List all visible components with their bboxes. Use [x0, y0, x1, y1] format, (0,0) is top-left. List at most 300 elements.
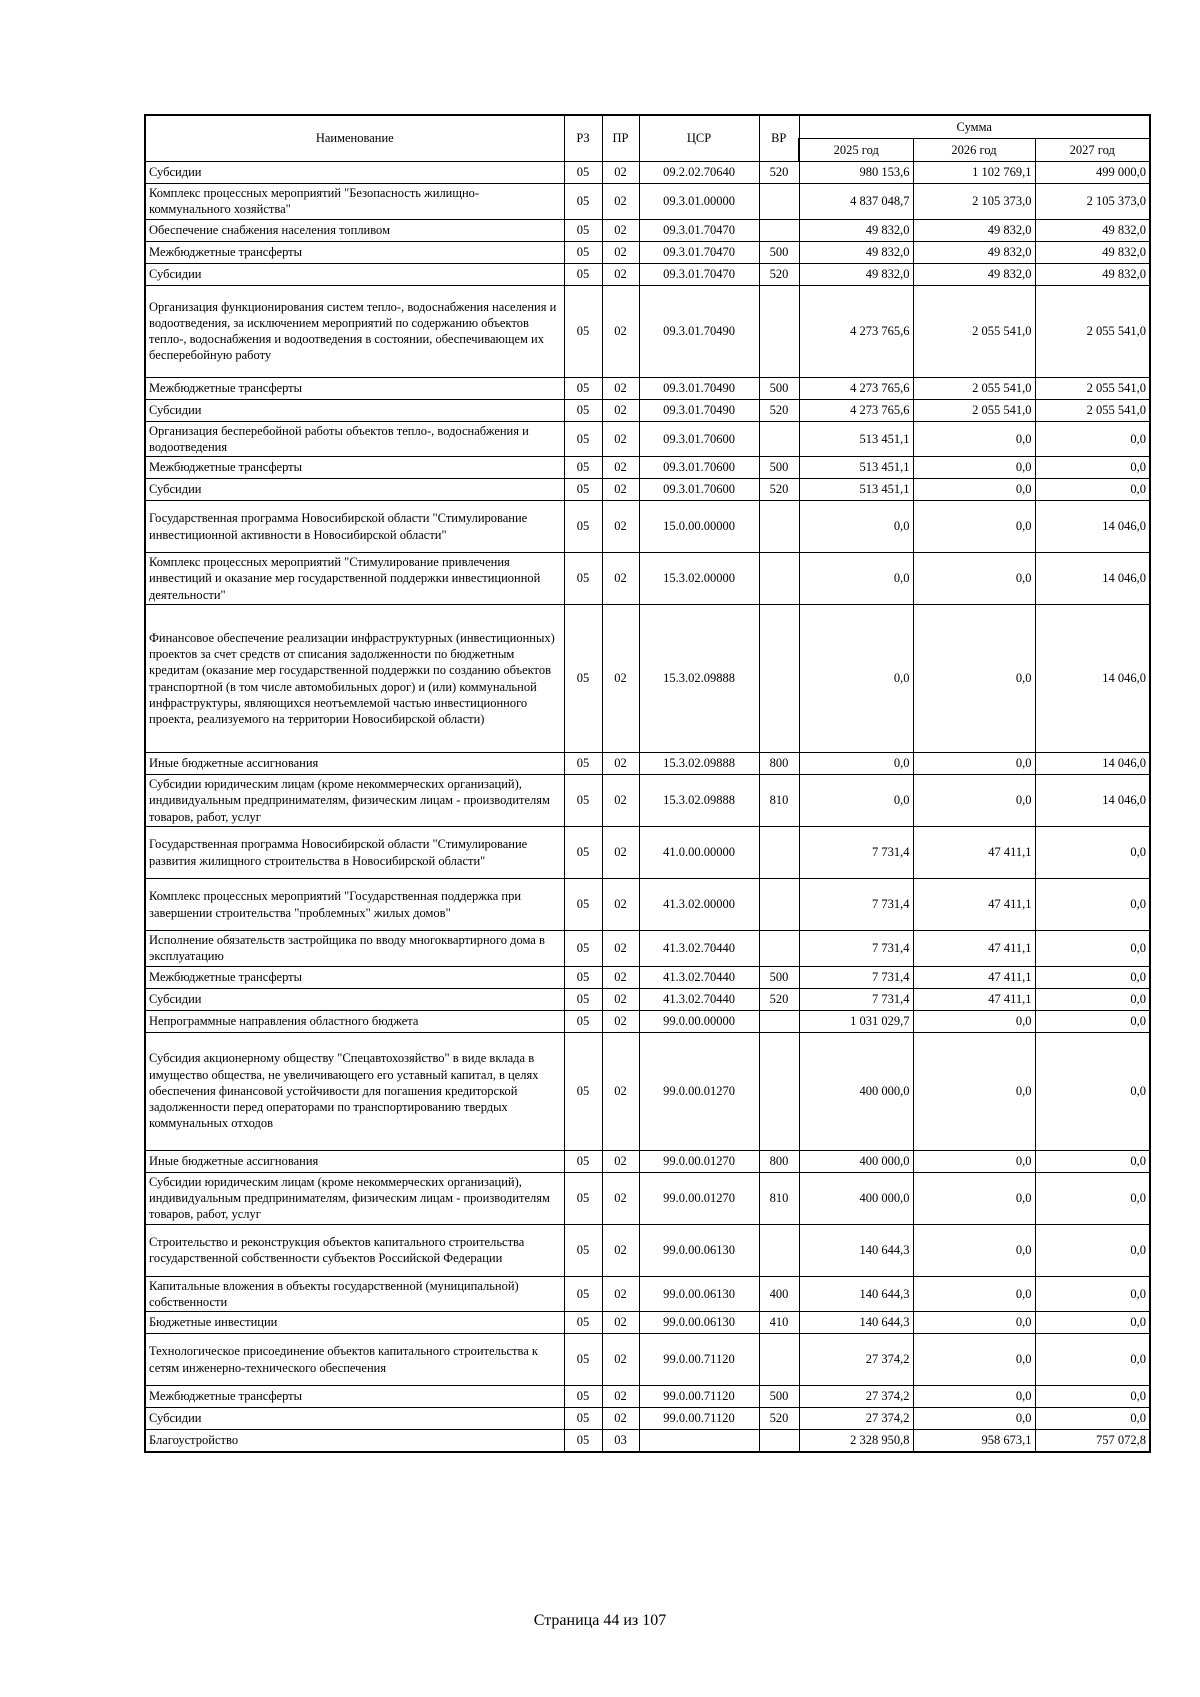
cell-pr: 02	[602, 241, 639, 263]
cell-pr: 02	[602, 479, 639, 501]
cell-2027: 0,0	[1035, 421, 1150, 457]
cell-name: Межбюджетные трансферты	[145, 966, 564, 988]
cell-csr: 09.3.01.70470	[639, 241, 759, 263]
table-row	[145, 966, 1150, 988]
cell-2026: 2 055 541,0	[913, 377, 1035, 399]
cell-name: Благоустройство	[145, 1430, 564, 1452]
cell-vr	[759, 421, 799, 457]
header-csr: ЦСР	[639, 115, 759, 162]
cell-name: Исполнение обязательств застройщика по вводу многоквартирного дома в эксплуатацию	[145, 931, 564, 967]
cell-csr: 09.3.01.70600	[639, 457, 759, 479]
cell-pr: 03	[602, 1430, 639, 1452]
cell-name: Капитальные вложения в объекты государственной (муниципальной) собственности	[145, 1276, 564, 1312]
table-row	[145, 457, 1150, 479]
table-row	[145, 1032, 1150, 1150]
cell-name: Бюджетные инвестиции	[145, 1312, 564, 1334]
cell-vr: 800	[759, 753, 799, 775]
cell-rz: 05	[564, 1150, 602, 1172]
cell-2027: 0,0	[1035, 827, 1150, 879]
table-row	[145, 753, 1150, 775]
cell-csr: 09.2.02.70640	[639, 162, 759, 184]
cell-2027: 0,0	[1035, 1224, 1150, 1276]
cell-2025: 49 832,0	[799, 219, 913, 241]
cell-2026: 0,0	[913, 1172, 1035, 1224]
cell-2025: 0,0	[799, 605, 913, 753]
cell-pr: 02	[602, 879, 639, 931]
cell-csr: 99.0.00.06130	[639, 1312, 759, 1334]
cell-csr: 09.3.01.70490	[639, 285, 759, 377]
cell-2027: 14 046,0	[1035, 501, 1150, 553]
cell-rz: 05	[564, 399, 602, 421]
cell-name: Межбюджетные трансферты	[145, 377, 564, 399]
cell-2025: 1 031 029,7	[799, 1010, 913, 1032]
cell-rz: 05	[564, 241, 602, 263]
cell-2027: 14 046,0	[1035, 753, 1150, 775]
table-row	[145, 931, 1150, 967]
cell-2027: 0,0	[1035, 1334, 1150, 1386]
cell-csr: 09.3.01.00000	[639, 184, 759, 220]
cell-csr: 41.3.02.00000	[639, 879, 759, 931]
cell-2026: 2 055 541,0	[913, 285, 1035, 377]
cell-name: Межбюджетные трансферты	[145, 241, 564, 263]
cell-2025: 0,0	[799, 501, 913, 553]
header-sum: Сумма	[799, 115, 1150, 139]
table-row	[145, 1150, 1150, 1172]
table-row	[145, 1386, 1150, 1408]
table-row	[145, 219, 1150, 241]
table-row	[145, 285, 1150, 377]
table-row	[145, 1172, 1150, 1224]
cell-2027: 757 072,8	[1035, 1430, 1150, 1452]
cell-2026: 2 105 373,0	[913, 184, 1035, 220]
cell-2027: 0,0	[1035, 988, 1150, 1010]
cell-2027: 0,0	[1035, 966, 1150, 988]
table-row	[145, 501, 1150, 553]
cell-name: Иные бюджетные ассигнования	[145, 753, 564, 775]
cell-rz: 05	[564, 162, 602, 184]
cell-csr: 99.0.00.71120	[639, 1408, 759, 1430]
cell-2025: 27 374,2	[799, 1386, 913, 1408]
cell-rz: 05	[564, 1032, 602, 1150]
cell-pr: 02	[602, 162, 639, 184]
cell-vr: 520	[759, 479, 799, 501]
cell-csr: 99.0.00.06130	[639, 1276, 759, 1312]
table-row	[145, 553, 1150, 605]
cell-2025: 513 451,1	[799, 421, 913, 457]
cell-name: Субсидии	[145, 263, 564, 285]
cell-name: Государственная программа Новосибирской области "Стимулирование развития жилищного строительства в Новосибирской области"	[145, 827, 564, 879]
cell-vr	[759, 184, 799, 220]
cell-2026: 0,0	[913, 1408, 1035, 1430]
cell-2027: 0,0	[1035, 457, 1150, 479]
cell-name: Технологическое присоединение объектов капитального строительства к сетям инженерно-технического обеспечения	[145, 1334, 564, 1386]
header-vr: ВР	[759, 115, 799, 162]
cell-vr: 500	[759, 377, 799, 399]
cell-rz: 05	[564, 219, 602, 241]
cell-csr: 15.3.02.09888	[639, 605, 759, 753]
cell-csr: 09.3.01.70470	[639, 219, 759, 241]
cell-rz: 05	[564, 775, 602, 827]
table-row	[145, 399, 1150, 421]
cell-vr	[759, 1010, 799, 1032]
cell-2025: 7 731,4	[799, 988, 913, 1010]
cell-pr: 02	[602, 184, 639, 220]
cell-csr: 99.0.00.00000	[639, 1010, 759, 1032]
cell-2026: 49 832,0	[913, 263, 1035, 285]
cell-2026: 47 411,1	[913, 966, 1035, 988]
cell-csr: 15.3.02.09888	[639, 753, 759, 775]
cell-2026: 0,0	[913, 501, 1035, 553]
cell-pr: 02	[602, 605, 639, 753]
cell-2027: 0,0	[1035, 1150, 1150, 1172]
cell-2026: 0,0	[913, 553, 1035, 605]
cell-2025: 0,0	[799, 753, 913, 775]
table-row	[145, 479, 1150, 501]
cell-name: Субсидия акционерному обществу "Спецавтохозяйство" в виде вклада в имущество общества, не увеличивающего его уставный капитал, в целях обеспечения финансовой устойчивости для погашения кредиторской задолженности перед операторами по транспортированию твердых коммунальных отходов	[145, 1032, 564, 1150]
cell-rz: 05	[564, 1172, 602, 1224]
cell-2027: 14 046,0	[1035, 775, 1150, 827]
cell-csr: 15.0.00.00000	[639, 501, 759, 553]
cell-2026: 1 102 769,1	[913, 162, 1035, 184]
table-row	[145, 377, 1150, 399]
cell-name: Субсидии	[145, 162, 564, 184]
cell-name: Субсидии	[145, 399, 564, 421]
cell-2026: 0,0	[913, 1386, 1035, 1408]
cell-2026: 0,0	[913, 1010, 1035, 1032]
cell-rz: 05	[564, 377, 602, 399]
cell-vr: 500	[759, 966, 799, 988]
cell-pr: 02	[602, 1032, 639, 1150]
cell-vr: 410	[759, 1312, 799, 1334]
cell-vr: 400	[759, 1276, 799, 1312]
cell-rz: 05	[564, 285, 602, 377]
cell-vr	[759, 553, 799, 605]
header-name: Наименование	[145, 115, 564, 162]
cell-2026: 958 673,1	[913, 1430, 1035, 1452]
table-row	[145, 421, 1150, 457]
cell-2025: 400 000,0	[799, 1172, 913, 1224]
cell-2026: 2 055 541,0	[913, 399, 1035, 421]
cell-2025: 2 328 950,8	[799, 1430, 913, 1452]
cell-rz: 05	[564, 1334, 602, 1386]
cell-name: Межбюджетные трансферты	[145, 457, 564, 479]
table-row	[145, 879, 1150, 931]
cell-rz: 05	[564, 421, 602, 457]
cell-vr: 520	[759, 1408, 799, 1430]
cell-2025: 4 273 765,6	[799, 377, 913, 399]
cell-csr: 99.0.00.71120	[639, 1334, 759, 1386]
cell-rz: 05	[564, 1010, 602, 1032]
cell-rz: 05	[564, 931, 602, 967]
cell-pr: 02	[602, 1172, 639, 1224]
cell-2027: 0,0	[1035, 1386, 1150, 1408]
cell-csr: 99.0.00.06130	[639, 1224, 759, 1276]
page-number: Страница 44 из 107	[533, 1612, 667, 1629]
cell-vr: 810	[759, 775, 799, 827]
cell-csr: 41.3.02.70440	[639, 988, 759, 1010]
cell-name: Иные бюджетные ассигнования	[145, 1150, 564, 1172]
cell-vr: 500	[759, 1386, 799, 1408]
cell-pr: 02	[602, 753, 639, 775]
cell-rz: 05	[564, 827, 602, 879]
cell-csr: 09.3.01.70490	[639, 399, 759, 421]
table-row	[145, 263, 1150, 285]
cell-rz: 05	[564, 988, 602, 1010]
cell-pr: 02	[602, 501, 639, 553]
cell-name: Обеспечение снабжения населения топливом	[145, 219, 564, 241]
cell-name: Организация функционирования систем тепло-, водоснабжения населения и водоотведения, за исключением мероприятий по содержанию объектов тепло-, водоснабжения и водоотведения в состоянии, обеспечивающем их бесперебойную работу	[145, 285, 564, 377]
cell-2027: 2 055 541,0	[1035, 399, 1150, 421]
table-row	[145, 1408, 1150, 1430]
cell-csr: 09.3.01.70470	[639, 263, 759, 285]
cell-pr: 02	[602, 931, 639, 967]
cell-vr	[759, 879, 799, 931]
cell-csr: 41.3.02.70440	[639, 931, 759, 967]
header-year-2025: 2025 год	[799, 139, 913, 162]
cell-2026: 47 411,1	[913, 879, 1035, 931]
cell-csr: 99.0.00.01270	[639, 1032, 759, 1150]
cell-2026: 47 411,1	[913, 827, 1035, 879]
table-row	[145, 184, 1150, 220]
cell-pr: 02	[602, 1150, 639, 1172]
cell-pr: 02	[602, 377, 639, 399]
cell-2025: 400 000,0	[799, 1032, 913, 1150]
cell-rz: 05	[564, 501, 602, 553]
cell-pr: 02	[602, 457, 639, 479]
cell-csr: 15.3.02.00000	[639, 553, 759, 605]
cell-csr: 09.3.01.70600	[639, 421, 759, 457]
cell-2025: 7 731,4	[799, 827, 913, 879]
cell-2027: 49 832,0	[1035, 219, 1150, 241]
cell-name: Строительство и реконструкция объектов капитального строительства государственной собственности субъектов Российской Федерации	[145, 1224, 564, 1276]
table-row	[145, 775, 1150, 827]
cell-vr	[759, 1334, 799, 1386]
cell-2027: 0,0	[1035, 931, 1150, 967]
cell-csr: 99.0.00.01270	[639, 1172, 759, 1224]
cell-rz: 05	[564, 1312, 602, 1334]
cell-2027: 14 046,0	[1035, 553, 1150, 605]
table-row	[145, 1010, 1150, 1032]
table-row	[145, 988, 1150, 1010]
cell-2026: 0,0	[913, 457, 1035, 479]
cell-2027: 0,0	[1035, 1276, 1150, 1312]
cell-2027: 0,0	[1035, 1408, 1150, 1430]
cell-rz: 05	[564, 1430, 602, 1452]
cell-2027: 499 000,0	[1035, 162, 1150, 184]
cell-2026: 0,0	[913, 421, 1035, 457]
table-row	[145, 1276, 1150, 1312]
cell-2025: 140 644,3	[799, 1224, 913, 1276]
cell-vr	[759, 827, 799, 879]
cell-2026: 0,0	[913, 1276, 1035, 1312]
table-header	[145, 115, 1150, 162]
cell-vr: 520	[759, 162, 799, 184]
cell-2026: 47 411,1	[913, 988, 1035, 1010]
cell-2027: 0,0	[1035, 1010, 1150, 1032]
cell-2026: 0,0	[913, 1312, 1035, 1334]
cell-2026: 49 832,0	[913, 241, 1035, 263]
cell-2025: 513 451,1	[799, 457, 913, 479]
cell-vr	[759, 931, 799, 967]
cell-name: Комплекс процессных мероприятий "Государственная поддержка при завершении строительства "проблемных" жилых домов"	[145, 879, 564, 931]
cell-2026: 0,0	[913, 479, 1035, 501]
cell-2025: 7 731,4	[799, 966, 913, 988]
cell-rz: 05	[564, 184, 602, 220]
cell-2026: 0,0	[913, 1224, 1035, 1276]
cell-rz: 05	[564, 605, 602, 753]
cell-rz: 05	[564, 879, 602, 931]
cell-rz: 05	[564, 1276, 602, 1312]
cell-2026: 0,0	[913, 1150, 1035, 1172]
cell-pr: 02	[602, 775, 639, 827]
cell-pr: 02	[602, 1408, 639, 1430]
cell-pr: 02	[602, 263, 639, 285]
cell-pr: 02	[602, 1276, 639, 1312]
cell-pr: 02	[602, 399, 639, 421]
cell-2027: 2 055 541,0	[1035, 377, 1150, 399]
cell-csr: 99.0.00.71120	[639, 1386, 759, 1408]
cell-vr: 500	[759, 457, 799, 479]
cell-rz: 05	[564, 1386, 602, 1408]
cell-vr: 500	[759, 241, 799, 263]
cell-rz: 05	[564, 553, 602, 605]
cell-2027: 0,0	[1035, 879, 1150, 931]
cell-rz: 05	[564, 457, 602, 479]
cell-pr: 02	[602, 827, 639, 879]
cell-2027: 2 105 373,0	[1035, 184, 1150, 220]
cell-pr: 02	[602, 421, 639, 457]
cell-2025: 7 731,4	[799, 931, 913, 967]
cell-2025: 49 832,0	[799, 263, 913, 285]
cell-vr	[759, 285, 799, 377]
cell-vr	[759, 1032, 799, 1150]
cell-2025: 0,0	[799, 553, 913, 605]
table-row	[145, 241, 1150, 263]
cell-vr: 520	[759, 399, 799, 421]
cell-2027: 14 046,0	[1035, 605, 1150, 753]
cell-vr	[759, 219, 799, 241]
cell-vr: 520	[759, 988, 799, 1010]
cell-vr: 800	[759, 1150, 799, 1172]
cell-csr: 41.0.00.00000	[639, 827, 759, 879]
cell-pr: 02	[602, 1010, 639, 1032]
header-year-2026: 2026 год	[913, 139, 1035, 162]
cell-csr: 09.3.01.70490	[639, 377, 759, 399]
cell-2027: 0,0	[1035, 1032, 1150, 1150]
cell-vr	[759, 1430, 799, 1452]
table-row	[145, 162, 1150, 184]
cell-2025: 980 153,6	[799, 162, 913, 184]
cell-2025: 49 832,0	[799, 241, 913, 263]
cell-pr: 02	[602, 1224, 639, 1276]
cell-pr: 02	[602, 1386, 639, 1408]
cell-name: Межбюджетные трансферты	[145, 1386, 564, 1408]
cell-2026: 0,0	[913, 1334, 1035, 1386]
cell-2025: 0,0	[799, 775, 913, 827]
table-row	[145, 1224, 1150, 1276]
table-row	[145, 827, 1150, 879]
table-row	[145, 605, 1150, 753]
cell-2025: 7 731,4	[799, 879, 913, 931]
cell-2025: 140 644,3	[799, 1312, 913, 1334]
cell-name: Субсидии юридическим лицам (кроме некоммерческих организаций), индивидуальным предпринимателям, физическим лицам - производителям товаров, работ, услуг	[145, 1172, 564, 1224]
cell-2025: 4 273 765,6	[799, 285, 913, 377]
header-year-2027: 2027 год	[1035, 139, 1150, 162]
cell-name: Субсидии	[145, 988, 564, 1010]
cell-2027: 0,0	[1035, 479, 1150, 501]
cell-pr: 02	[602, 1312, 639, 1334]
table-body	[145, 162, 1150, 1452]
cell-name: Субсидии юридическим лицам (кроме некоммерческих организаций), индивидуальным предпринимателям, физическим лицам - производителям товаров, работ, услуг	[145, 775, 564, 827]
cell-vr	[759, 501, 799, 553]
cell-csr	[639, 1430, 759, 1452]
cell-pr: 02	[602, 1334, 639, 1386]
cell-2025: 4 837 048,7	[799, 184, 913, 220]
cell-2025: 27 374,2	[799, 1334, 913, 1386]
cell-2025: 400 000,0	[799, 1150, 913, 1172]
cell-name: Комплекс процессных мероприятий "Стимулирование привлечения инвестиций и оказание мер государственной поддержки инвестиционной деятельности"	[145, 553, 564, 605]
cell-2027: 0,0	[1035, 1172, 1150, 1224]
table-row	[145, 1312, 1150, 1334]
header-pr: ПР	[602, 115, 639, 162]
cell-name: Субсидии	[145, 479, 564, 501]
cell-csr: 15.3.02.09888	[639, 775, 759, 827]
cell-2025: 140 644,3	[799, 1276, 913, 1312]
cell-2027: 49 832,0	[1035, 241, 1150, 263]
cell-2027: 2 055 541,0	[1035, 285, 1150, 377]
cell-2027: 0,0	[1035, 1312, 1150, 1334]
cell-2026: 49 832,0	[913, 219, 1035, 241]
cell-pr: 02	[602, 988, 639, 1010]
cell-name: Государственная программа Новосибирской области "Стимулирование инвестиционной активности в Новосибирской области"	[145, 501, 564, 553]
cell-name: Непрограммные направления областного бюджета	[145, 1010, 564, 1032]
cell-csr: 99.0.00.01270	[639, 1150, 759, 1172]
cell-2025: 27 374,2	[799, 1408, 913, 1430]
cell-vr	[759, 1224, 799, 1276]
header-rz: РЗ	[564, 115, 602, 162]
cell-pr: 02	[602, 553, 639, 605]
cell-pr: 02	[602, 966, 639, 988]
cell-vr	[759, 605, 799, 753]
cell-2026: 0,0	[913, 1032, 1035, 1150]
cell-2026: 0,0	[913, 753, 1035, 775]
cell-rz: 05	[564, 1408, 602, 1430]
cell-2025: 513 451,1	[799, 479, 913, 501]
cell-2027: 49 832,0	[1035, 263, 1150, 285]
cell-name: Субсидии	[145, 1408, 564, 1430]
cell-rz: 05	[564, 753, 602, 775]
cell-name: Финансовое обеспечение реализации инфраструктурных (инвестиционных) проектов за счет средств от списания задолженности по бюджетным кредитам (оказание мер государственной поддержки по созданию объектов транспортной (в том числе автомобильных дорог) и (или) коммунальной инфраструктуры, являющихся неотъемлемой частью инвестиционного проекта, реализуемого на территории Новосибирской области)	[145, 605, 564, 753]
cell-pr: 02	[602, 219, 639, 241]
cell-vr: 520	[759, 263, 799, 285]
table-row	[145, 1430, 1150, 1452]
cell-rz: 05	[564, 966, 602, 988]
cell-csr: 09.3.01.70600	[639, 479, 759, 501]
cell-csr: 41.3.02.70440	[639, 966, 759, 988]
cell-name: Комплекс процессных мероприятий "Безопасность жилищно-коммунального хозяйства"	[145, 184, 564, 220]
cell-rz: 05	[564, 479, 602, 501]
cell-vr: 810	[759, 1172, 799, 1224]
cell-pr: 02	[602, 285, 639, 377]
cell-2026: 0,0	[913, 605, 1035, 753]
table-row	[145, 1334, 1150, 1386]
cell-2026: 0,0	[913, 775, 1035, 827]
cell-rz: 05	[564, 263, 602, 285]
cell-name: Организация бесперебойной работы объектов тепло-, водоснабжения и водоотведения	[145, 421, 564, 457]
cell-2025: 4 273 765,6	[799, 399, 913, 421]
budget-table	[144, 114, 1151, 1453]
cell-2026: 47 411,1	[913, 931, 1035, 967]
